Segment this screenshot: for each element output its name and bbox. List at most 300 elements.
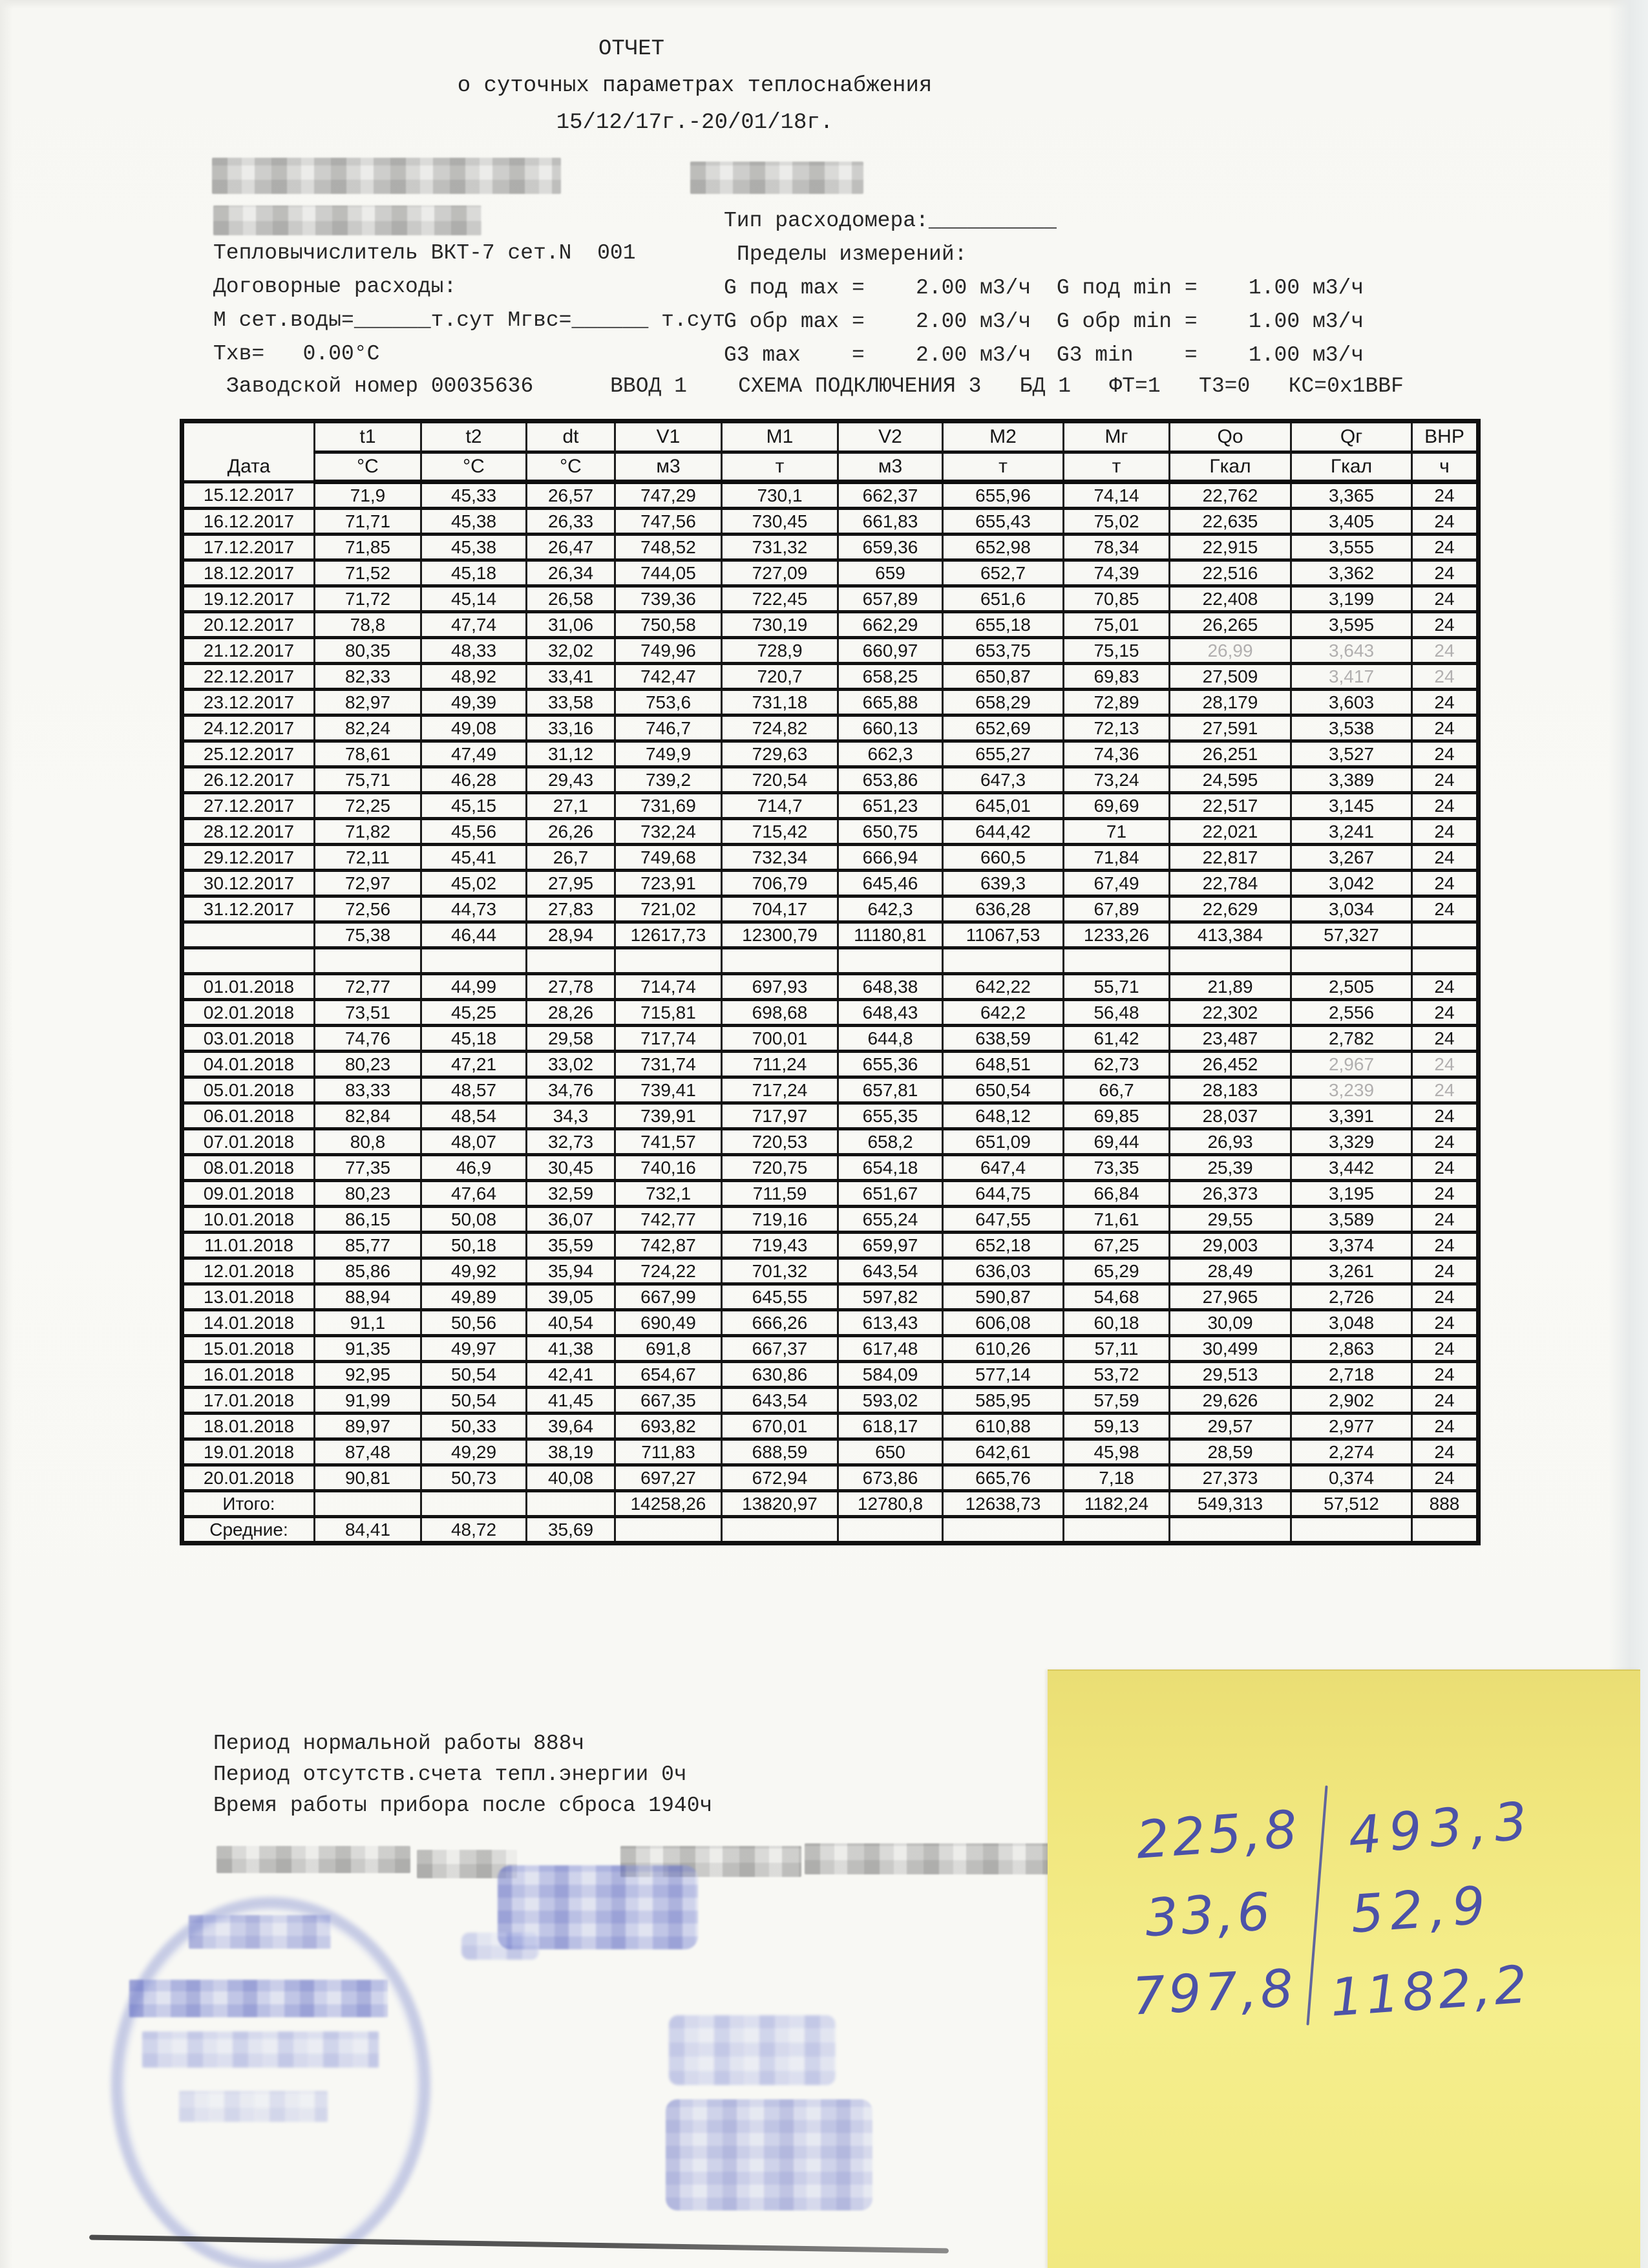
round-stamp	[111, 1897, 408, 2251]
table-cell: 71,71	[315, 509, 421, 535]
table-cell: 22,516	[1170, 560, 1291, 586]
table-cell: 3,261	[1291, 1258, 1412, 1284]
table-cell: 73,51	[315, 1000, 421, 1026]
table-cell: 642,22	[943, 974, 1064, 1000]
table-cell: 717,24	[722, 1077, 838, 1103]
table-cell: 27.12.2017	[182, 793, 315, 819]
table-cell: 47,64	[421, 1181, 527, 1207]
table-cell: 698,68	[722, 1000, 838, 1026]
table-cell: 67,49	[1064, 871, 1170, 896]
table-cell: 662,3	[838, 741, 943, 767]
table-cell: 650,75	[838, 819, 943, 845]
table-cell: 26,265	[1170, 612, 1291, 638]
table-cell: 26,93	[1170, 1129, 1291, 1155]
table-cell: 73,24	[1064, 767, 1170, 793]
table-cell: 748,52	[615, 535, 722, 560]
table-cell: 34,3	[527, 1103, 615, 1129]
table-cell: 48,72	[421, 1517, 527, 1543]
table-cell: 71,82	[315, 819, 421, 845]
table-cell: 697,27	[615, 1465, 722, 1491]
column-header: M2	[943, 421, 1064, 452]
scan-edge-top	[0, 0, 1648, 9]
table-cell: 3,391	[1291, 1103, 1412, 1129]
table-cell: 3,241	[1291, 819, 1412, 845]
table-cell: 27,965	[1170, 1284, 1291, 1310]
table-cell: 12300,79	[722, 922, 838, 948]
table-cell: 27,509	[1170, 664, 1291, 690]
table-cell: 71,84	[1064, 845, 1170, 871]
table-cell: 739,36	[615, 586, 722, 612]
table-cell: 24	[1412, 1103, 1479, 1129]
table-cell: 54,68	[1064, 1284, 1170, 1310]
table-cell: 75,15	[1064, 638, 1170, 664]
table-row	[182, 1233, 1479, 1258]
table-cell: 74,14	[1064, 482, 1170, 509]
table-cell	[1064, 948, 1170, 974]
table-cell: 41,45	[527, 1388, 615, 1414]
table-cell: 24	[1412, 1258, 1479, 1284]
table-cell: 12.01.2018	[182, 1258, 315, 1284]
table-cell	[527, 1491, 615, 1517]
table-cell: 29,58	[527, 1026, 615, 1052]
table-cell: 35,59	[527, 1233, 615, 1258]
stamp-middle-band-2	[142, 2031, 379, 2068]
table-cell: 744,05	[615, 560, 722, 586]
table-cell: 24	[1412, 741, 1479, 767]
table-cell: 662,37	[838, 482, 943, 509]
table-cell: 24	[1412, 560, 1479, 586]
table-cell: 29,43	[527, 767, 615, 793]
table-cell: 747,56	[615, 509, 722, 535]
table-cell: 742,87	[615, 1233, 722, 1258]
table-cell: 91,99	[315, 1388, 421, 1414]
contract-expenses-label: Договорные расходы:	[213, 275, 457, 299]
table-cell: 3,239	[1291, 1077, 1412, 1103]
table-cell: 577,14	[943, 1362, 1064, 1388]
column-header: ВНР	[1412, 421, 1479, 452]
table-cell: 670,01	[722, 1414, 838, 1439]
table-cell: 47,74	[421, 612, 527, 638]
table-cell: 18.12.2017	[182, 560, 315, 586]
table-cell: 24,595	[1170, 767, 1291, 793]
table-cell: 89,97	[315, 1414, 421, 1439]
table-cell: 639,3	[943, 871, 1064, 896]
table-row	[182, 948, 1479, 974]
table-cell: 3,643	[1291, 638, 1412, 664]
normal-work-period-line: Период нормальной работы 888ч	[213, 1732, 585, 1755]
table-cell: 888	[1412, 1491, 1479, 1517]
table-cell: 23,487	[1170, 1026, 1291, 1052]
table-cell: 09.01.2018	[182, 1181, 315, 1207]
table-row	[182, 715, 1479, 741]
table-cell: 28,94	[527, 922, 615, 948]
table-cell: 24	[1412, 1362, 1479, 1388]
table-cell: 33,02	[527, 1052, 615, 1077]
g-limit-line-3: G3 max = 2.00 м3/ч G3 min = 1.00 м3/ч	[724, 343, 1364, 367]
table-cell: 50,54	[421, 1362, 527, 1388]
table-cell: 13.01.2018	[182, 1284, 315, 1310]
column-unit: м3	[838, 452, 943, 482]
table-cell: 648,43	[838, 1000, 943, 1026]
table-cell: 73,35	[1064, 1155, 1170, 1181]
table-cell: 655,24	[838, 1207, 943, 1233]
table-cell: 654,18	[838, 1155, 943, 1181]
table-cell	[943, 1517, 1064, 1543]
table-cell: 26,251	[1170, 741, 1291, 767]
table-cell: 71,85	[315, 535, 421, 560]
table-cell: 729,63	[722, 741, 838, 767]
table-cell: 655,43	[943, 509, 1064, 535]
table-row	[182, 1026, 1479, 1052]
table-cell: 1182,24	[1064, 1491, 1170, 1517]
table-cell: 27,83	[527, 896, 615, 922]
table-cell: 87,48	[315, 1439, 421, 1465]
table-cell: 22,635	[1170, 509, 1291, 535]
measurement-limits-label: Пределы измерений:	[737, 242, 967, 266]
table-cell: 643,54	[838, 1258, 943, 1284]
table-cell: 719,16	[722, 1207, 838, 1233]
table-cell: 30,45	[527, 1155, 615, 1181]
table-cell: 70,85	[1064, 586, 1170, 612]
table-cell: 15.01.2018	[182, 1336, 315, 1362]
table-cell: 642,61	[943, 1439, 1064, 1465]
table-cell: 720,54	[722, 767, 838, 793]
table-row	[182, 1310, 1479, 1336]
table-cell: 24	[1412, 819, 1479, 845]
table-cell: 730,1	[722, 482, 838, 509]
table-cell: 3,527	[1291, 741, 1412, 767]
table-cell: 53,72	[1064, 1362, 1170, 1388]
table-cell: 642,3	[838, 896, 943, 922]
table-cell: 33,16	[527, 715, 615, 741]
table-cell	[615, 948, 722, 974]
table-cell: 29,55	[1170, 1207, 1291, 1233]
table-cell: 2,726	[1291, 1284, 1412, 1310]
table-cell: 413,384	[1170, 922, 1291, 948]
table-cell: 47,21	[421, 1052, 527, 1077]
table-cell: 88,94	[315, 1284, 421, 1310]
table-cell: 659,36	[838, 535, 943, 560]
table-cell	[722, 948, 838, 974]
table-cell: 21.12.2017	[182, 638, 315, 664]
note-value-left-1: 225,8	[1134, 1799, 1302, 1871]
table-cell: 2,505	[1291, 974, 1412, 1000]
table-cell: 90,81	[315, 1465, 421, 1491]
table-cell: 2,556	[1291, 1000, 1412, 1026]
redacted-org-name-left	[212, 158, 561, 194]
table-cell: 655,96	[943, 482, 1064, 509]
table-row	[182, 1465, 1479, 1491]
table-cell: 91,1	[315, 1310, 421, 1336]
table-cell: 22,817	[1170, 845, 1291, 871]
no-count-period-line: Период отсутств.счета тепл.энергии 0ч	[213, 1763, 687, 1786]
table-cell: 28,037	[1170, 1103, 1291, 1129]
table-cell: 24	[1412, 871, 1479, 896]
table-cell: 69,85	[1064, 1103, 1170, 1129]
table-cell: 69,69	[1064, 793, 1170, 819]
table-cell: 26.12.2017	[182, 767, 315, 793]
table-cell: 80,35	[315, 638, 421, 664]
table-cell: 27,591	[1170, 715, 1291, 741]
column-unit: Гкал	[1170, 452, 1291, 482]
table-cell: 05.01.2018	[182, 1077, 315, 1103]
table-cell: 715,42	[722, 819, 838, 845]
table-cell: 24	[1412, 1284, 1479, 1310]
table-cell: 26,7	[527, 845, 615, 871]
table-cell: 72,25	[315, 793, 421, 819]
table-row	[182, 845, 1479, 871]
table-cell: 647,4	[943, 1155, 1064, 1181]
table-cell: 38,19	[527, 1439, 615, 1465]
table-cell: 18.01.2018	[182, 1414, 315, 1439]
table-cell: 732,24	[615, 819, 722, 845]
table-cell: 49,97	[421, 1336, 527, 1362]
note-value-right-3: 1182,2	[1328, 1954, 1532, 2028]
table-cell: 739,41	[615, 1077, 722, 1103]
table-cell: 742,77	[615, 1207, 722, 1233]
table-cell: 44,99	[421, 974, 527, 1000]
cold-water-temp-line: Тхв= 0.00°C	[213, 342, 380, 366]
column-header: t2	[421, 421, 527, 452]
table-cell: 57,327	[1291, 922, 1412, 948]
table-cell: 48,92	[421, 664, 527, 690]
table-cell: 3,405	[1291, 509, 1412, 535]
table-cell: 2,977	[1291, 1414, 1412, 1439]
table-cell: 15.12.2017	[182, 482, 315, 509]
table-cell: 731,18	[722, 690, 838, 715]
table-cell: 27,78	[527, 974, 615, 1000]
column-header: dt	[527, 421, 615, 452]
table-cell: 584,09	[838, 1362, 943, 1388]
table-cell: 728,9	[722, 638, 838, 664]
table-cell: 86,15	[315, 1207, 421, 1233]
table-cell: 72,13	[1064, 715, 1170, 741]
table-cell: 16.12.2017	[182, 509, 315, 535]
table-cell: 3,034	[1291, 896, 1412, 922]
table-cell: 24	[1412, 1181, 1479, 1207]
table-cell: 1233,26	[1064, 922, 1170, 948]
table-row	[182, 1517, 1479, 1543]
table-cell: 24	[1412, 974, 1479, 1000]
table-cell: 590,87	[943, 1284, 1064, 1310]
daily-parameters-table	[180, 419, 1481, 1545]
table-cell: 647,3	[943, 767, 1064, 793]
table-cell: 610,88	[943, 1414, 1064, 1439]
table-cell: 24	[1412, 1439, 1479, 1465]
table-cell: 24	[1412, 1026, 1479, 1052]
report-table-body	[182, 482, 1479, 1543]
table-cell: 26,99	[1170, 638, 1291, 664]
table-row	[182, 1000, 1479, 1026]
table-cell: 3,389	[1291, 767, 1412, 793]
table-cell: 08.01.2018	[182, 1155, 315, 1181]
table-cell: 691,8	[615, 1336, 722, 1362]
redacted-block-right	[690, 162, 863, 194]
table-cell: 0,374	[1291, 1465, 1412, 1491]
table-row	[182, 1181, 1479, 1207]
table-cell: 661,83	[838, 509, 943, 535]
m-network-water-line: М сет.воды=______т.сут Мгвс=______ т.сут	[213, 308, 726, 332]
redacted-signature-label-4	[805, 1843, 1053, 1874]
table-cell: 26,57	[527, 482, 615, 509]
table-cell: 730,19	[722, 612, 838, 638]
table-row	[182, 1362, 1479, 1388]
table-cell: 11067,53	[943, 922, 1064, 948]
report-title-block	[304, 31, 1086, 142]
table-cell: 651,67	[838, 1181, 943, 1207]
table-cell	[1170, 948, 1291, 974]
table-cell: 597,82	[838, 1284, 943, 1310]
table-row	[182, 509, 1479, 535]
table-cell: 75,02	[1064, 509, 1170, 535]
table-cell: 33,58	[527, 690, 615, 715]
table-cell	[838, 1517, 943, 1543]
table-cell: 650,54	[943, 1077, 1064, 1103]
table-cell	[1412, 948, 1479, 974]
column-unit: °C	[315, 452, 421, 482]
table-cell: 50,56	[421, 1310, 527, 1336]
table-cell: 02.01.2018	[182, 1000, 315, 1026]
table-cell: 657,89	[838, 586, 943, 612]
table-cell: 44,73	[421, 896, 527, 922]
table-row	[182, 767, 1479, 793]
table-cell: 658,29	[943, 690, 1064, 715]
table-cell: 12638,73	[943, 1491, 1064, 1517]
table-cell: 662,29	[838, 612, 943, 638]
table-cell: 2,274	[1291, 1439, 1412, 1465]
table-cell: 659,97	[838, 1233, 943, 1258]
table-cell: 50,73	[421, 1465, 527, 1491]
table-cell: 643,54	[722, 1388, 838, 1414]
table-cell: 749,96	[615, 638, 722, 664]
table-cell: 717,97	[722, 1103, 838, 1129]
blurred-signature-1-tail	[461, 1933, 539, 1960]
table-cell: 28,179	[1170, 690, 1291, 715]
table-cell: 45,98	[1064, 1439, 1170, 1465]
table-cell: 732,1	[615, 1181, 722, 1207]
table-cell: 658,25	[838, 664, 943, 690]
table-cell: 77,35	[315, 1155, 421, 1181]
table-cell	[1170, 1517, 1291, 1543]
table-cell: 59,13	[1064, 1414, 1170, 1439]
table-cell: 30.12.2017	[182, 871, 315, 896]
table-cell: 23.12.2017	[182, 690, 315, 715]
column-header: V2	[838, 421, 943, 452]
table-cell: 49,39	[421, 690, 527, 715]
table-cell: 724,82	[722, 715, 838, 741]
work-time-after-reset-line: Время работы прибора после сброса 1940ч	[213, 1794, 713, 1818]
table-cell: 644,8	[838, 1026, 943, 1052]
table-cell: 66,84	[1064, 1181, 1170, 1207]
table-cell: 78,34	[1064, 535, 1170, 560]
table-cell: 24	[1412, 896, 1479, 922]
table-cell: 644,75	[943, 1181, 1064, 1207]
table-cell: 07.01.2018	[182, 1129, 315, 1155]
table-cell: 61,42	[1064, 1026, 1170, 1052]
table-cell: 48,54	[421, 1103, 527, 1129]
table-cell: 82,24	[315, 715, 421, 741]
table-cell: 3,195	[1291, 1181, 1412, 1207]
table-cell	[421, 948, 527, 974]
table-cell: 74,76	[315, 1026, 421, 1052]
table-cell: 24	[1412, 612, 1479, 638]
table-cell: 28,26	[527, 1000, 615, 1026]
table-cell: 34,76	[527, 1077, 615, 1103]
table-cell: 71,61	[1064, 1207, 1170, 1233]
table-cell: 606,08	[943, 1310, 1064, 1336]
table-cell: 57,59	[1064, 1388, 1170, 1414]
table-cell: 49,92	[421, 1258, 527, 1284]
table-cell: 19.12.2017	[182, 586, 315, 612]
table-cell: 642,2	[943, 1000, 1064, 1026]
table-cell: 648,51	[943, 1052, 1064, 1077]
table-cell	[182, 948, 315, 974]
table-cell: 650,87	[943, 664, 1064, 690]
table-cell: 19.01.2018	[182, 1439, 315, 1465]
table-cell: 723,91	[615, 871, 722, 896]
table-cell: 655,27	[943, 741, 1064, 767]
table-cell: 22,021	[1170, 819, 1291, 845]
table-cell: 651,09	[943, 1129, 1064, 1155]
table-cell: 24	[1412, 1310, 1479, 1336]
flowmeter-type-line: Тип расходомера:__________	[724, 209, 1057, 233]
table-cell: 21,89	[1170, 974, 1291, 1000]
table-row	[182, 1155, 1479, 1181]
table-cell: 648,12	[943, 1103, 1064, 1129]
table-cell: 3,267	[1291, 845, 1412, 871]
table-cell: 636,03	[943, 1258, 1064, 1284]
table-cell: 03.01.2018	[182, 1026, 315, 1052]
table-cell: 753,6	[615, 690, 722, 715]
table-cell: 3,362	[1291, 560, 1412, 586]
column-unit: т	[1064, 452, 1170, 482]
table-cell	[1064, 1517, 1170, 1543]
table-cell: 50,54	[421, 1388, 527, 1414]
table-cell: 11.01.2018	[182, 1233, 315, 1258]
table-row	[182, 1052, 1479, 1077]
table-cell: 80,8	[315, 1129, 421, 1155]
table-cell: 17.01.2018	[182, 1388, 315, 1414]
table-cell: 2,902	[1291, 1388, 1412, 1414]
table-cell: 50,33	[421, 1414, 527, 1439]
table-row	[182, 1491, 1479, 1517]
report-subtitle: о суточных параметрах теплоснабжения	[457, 74, 933, 98]
table-cell: 740,16	[615, 1155, 722, 1181]
table-cell: 739,2	[615, 767, 722, 793]
report-period: 15/12/17г.-20/01/18г.	[556, 111, 834, 135]
table-cell: 731,74	[615, 1052, 722, 1077]
table-cell: 45,02	[421, 871, 527, 896]
table-cell: 24	[1412, 482, 1479, 509]
table-row	[182, 793, 1479, 819]
table-cell: 01.01.2018	[182, 974, 315, 1000]
table-cell: 644,42	[943, 819, 1064, 845]
table-cell: 28,183	[1170, 1077, 1291, 1103]
table-cell: 80,23	[315, 1052, 421, 1077]
table-cell: 74,39	[1064, 560, 1170, 586]
column-unit: м3	[615, 452, 722, 482]
table-cell: 16.01.2018	[182, 1362, 315, 1388]
table-cell: 746,7	[615, 715, 722, 741]
table-cell: 82,84	[315, 1103, 421, 1129]
table-cell: 41,38	[527, 1336, 615, 1362]
table-cell: 71,52	[315, 560, 421, 586]
table-cell: 28.12.2017	[182, 819, 315, 845]
table-cell: 48,57	[421, 1077, 527, 1103]
table-cell: 56,48	[1064, 1000, 1170, 1026]
serial-config-line: Заводской номер 00035636 ВВОД 1 СХЕМА ПОДКЛЮЧЕНИЯ 3 БД 1 ФТ=1 Т3=0 КС=0x1BBF	[226, 374, 1404, 398]
table-cell: 715,81	[615, 1000, 722, 1026]
